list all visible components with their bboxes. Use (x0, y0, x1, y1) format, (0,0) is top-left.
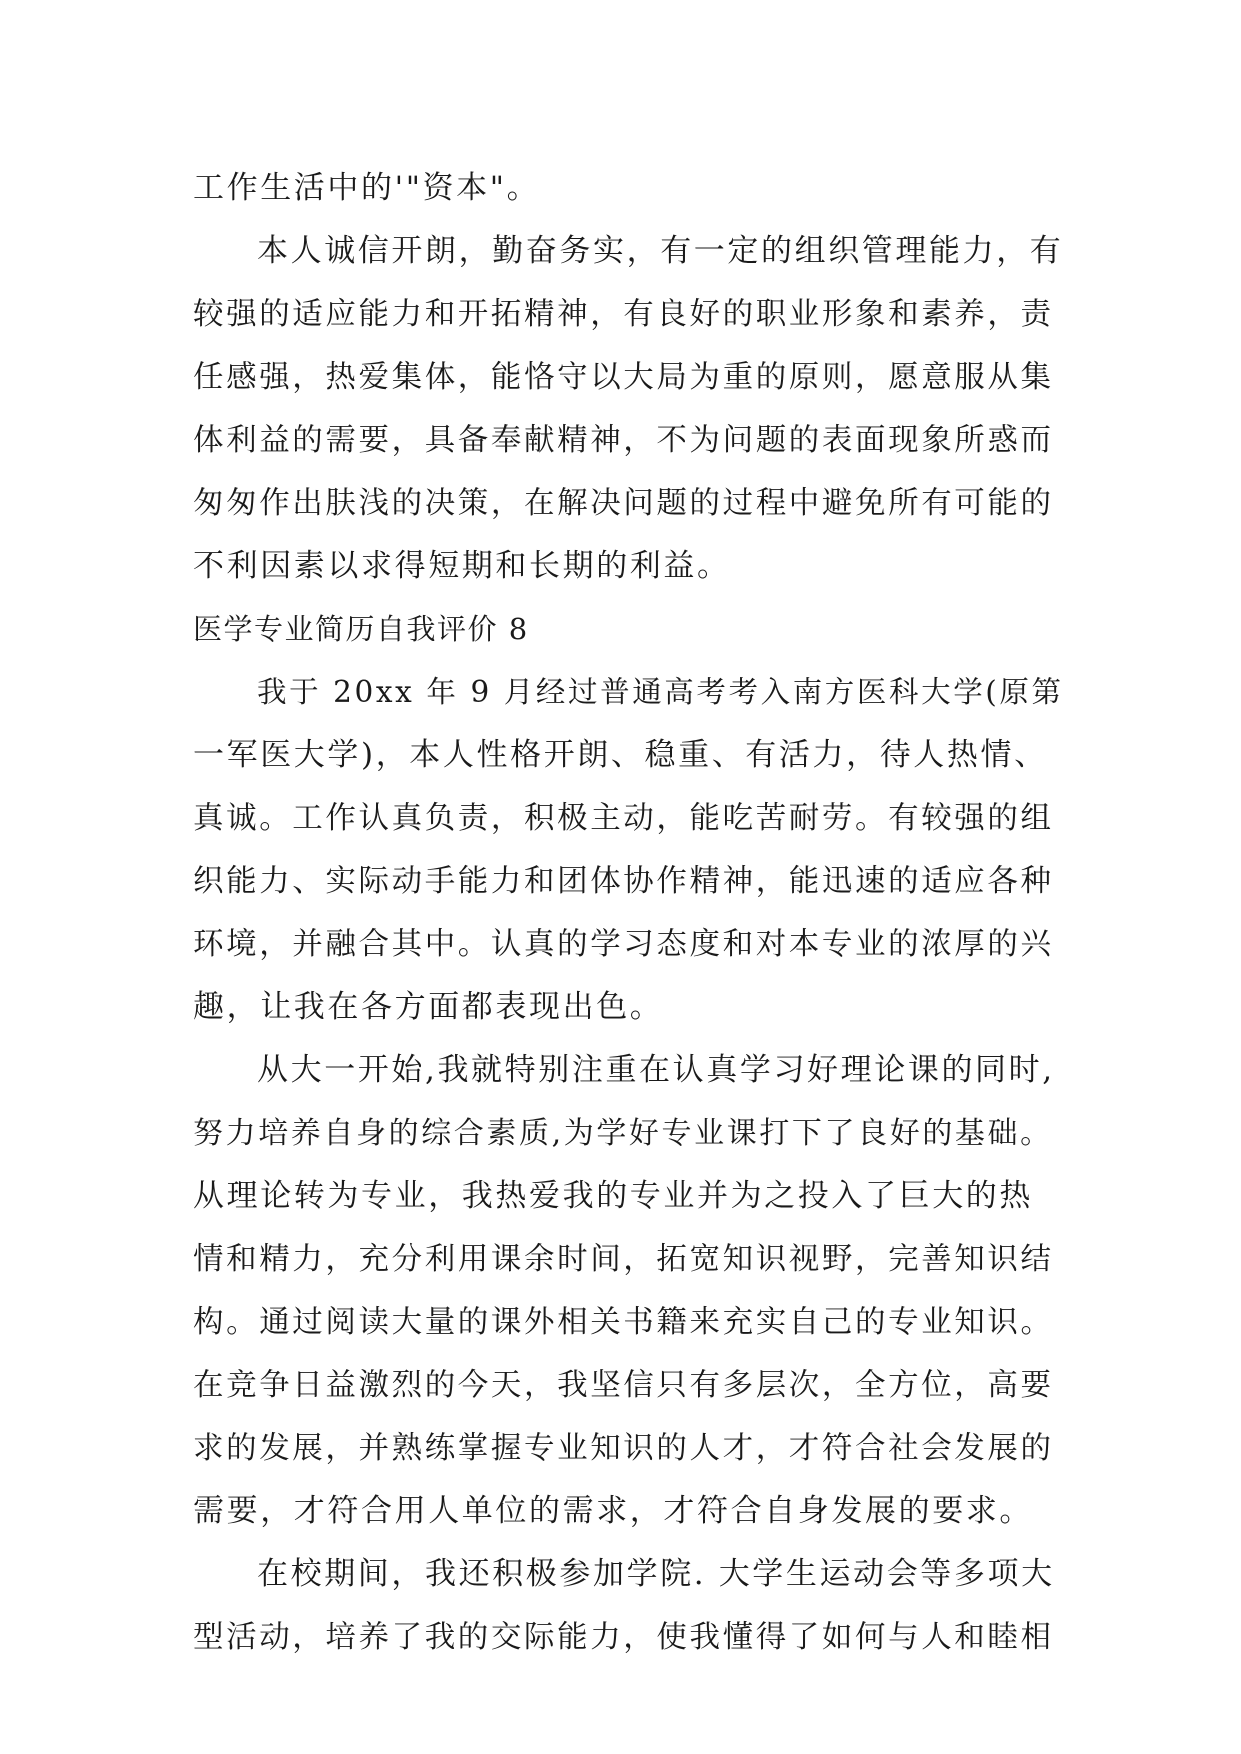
paragraph-line: 织能力、实际动手能力和团体协作精神，能迅速的适应各种 (193, 864, 1054, 899)
section-heading: 医学专业简历自我评价 8 (193, 612, 529, 646)
paragraph-line: 本人诚信开朗，勤奋务实，有一定的组织管理能力，有 (257, 233, 1064, 269)
paragraph-line: 求的发展，并熟练掌握专业知识的人才，才符合社会发展的 (193, 1431, 1054, 1466)
paragraph-line: 真诚。工作认真负责，积极主动，能吃苦耐劳。有较强的组 (193, 801, 1054, 836)
paragraph-line: 较强的适应能力和开拓精神，有良好的职业形象和素养，责 (193, 297, 1054, 332)
document-body (193, 157, 1063, 1669)
paragraph-line: 环境，并融合其中。认真的学习态度和对本专业的浓厚的兴 (193, 927, 1054, 962)
paragraph-line: 一军医大学)，本人性格开朗、稳重、有活力，待人热情、 (193, 737, 1048, 773)
paragraph-line: 努力培养自身的综合素质,为学好专业课打下了良好的基础。 (193, 1116, 1053, 1151)
paragraph-line: 匆匆作出肤浅的决策，在解决问题的过程中避免所有可能的 (193, 486, 1054, 521)
paragraph-line: 趣，让我在各方面都表现出色。 (193, 989, 664, 1025)
paragraph-line: 情和精力，充分利用课余时间，拓宽知识视野，完善知识结 (193, 1242, 1054, 1277)
paragraph-line: 需要，才符合用人单位的需求，才符合自身发展的要求。 (193, 1493, 1033, 1529)
paragraph-line: 工作生活中的'"资本"。 (193, 170, 541, 206)
paragraph-line: 在竞争日益激烈的今天，我坚信只有多层次，全方位，高要 (193, 1368, 1054, 1403)
paragraph-line: 我于 20xx 年 9 月经过普通高考考入南方医科大学(原第 (257, 675, 1064, 709)
paragraph-line: 任感强，热爱集体，能恪守以大局为重的原则，愿意服从集 (193, 360, 1054, 395)
paragraph-line: 从理论转为专业，我热爱我的专业并为之投入了巨大的热 (193, 1178, 1033, 1214)
paragraph-line: 体利益的需要，具备奉献精神，不为问题的表面现象所惑而 (193, 423, 1054, 458)
paragraph-line: 从大一开始,我就特别注重在认真学习好理论课的同时, (257, 1052, 1055, 1088)
paragraph-line: 构。通过阅读大量的课外相关书籍来充实自己的专业知识。 (193, 1305, 1054, 1340)
paragraph-line: 在校期间，我还积极参加学院. 大学生运动会等多项大 (257, 1556, 1055, 1592)
paragraph-line: 不利因素以求得短期和长期的利益。 (193, 548, 731, 584)
paragraph-line: 型活动，培养了我的交际能力，使我懂得了如何与人和睦相 (193, 1620, 1054, 1655)
